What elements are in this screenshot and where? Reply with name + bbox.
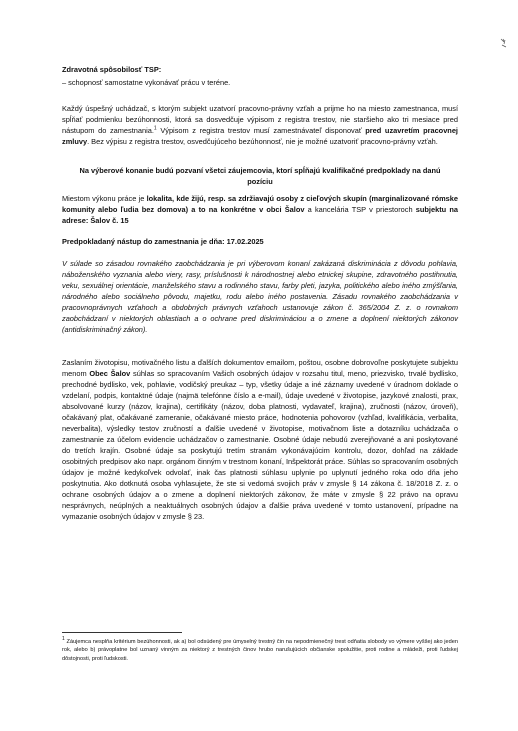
footnote: $^1$ Záujemca nesplňa kritérium bezúhonnosti, ak a) bol odsúdený pre úmyselný trestný čin na nepodmienečný trest odňatia slobody vo výmere vyššej ako jeden rok, alebo b) právoplatne bol uznaný vinným za niektorý z trestných činov hrubo narušujúcich občianske spolužitie, proti rodine a mládeži, proti ľudskej dôstojnosti, proti ľudskosti. [62,636,458,662]
health-item: – schopnosť samostatne vykonávať prácu v teréne. [62,78,231,87]
footnote-divider [62,632,182,633]
invitation-heading: Na výberové konanie budú pozvaní všetci záujemcovia, ktorí spĺňajú kvalifikačné predpoklady na danú pozíciu [79,166,441,186]
work-location-paragraph: Miestom výkonu práce je lokalita, kde žijú, resp. sa zdržiavajú osoby z cieľových skupín (marginalizované rómske komunity alebo ľudia bez domova) a to na konkrétne v obci Šalov a kancelária TSP v priestoroch subjektu na adrese: Šalov č. 15 [62,194,459,225]
gdpr-consent-paragraph: Zaslaním životopisu, motivačného listu a ďalších dokumentov emailom, poštou, osobne dobrovoľne poskytujete subjektu menom Obec Šalov súhlas so spracovaním Vašich osobných údajov v rozsahu titul, meno, priezvisko, trvalé bydlisko, prechodné bydlisko, vek, pohlavie, vodičský preukaz – typ, všetky údaje a iné záznamy uvedené v úradnom doklade o vzdelaní, podpis, kontaktné údaje (najmä telefónne číslo a e-mail), údaje uvedené v životopise, jazykové znalosti, prax, absolvované kurzy (názov, krajina), certifikáty (názov, doba platnosti, vydavateľ, krajina), zručnosti (názov, úroveň), očakávaný plat, očakávané zameranie, očakávané miesto práce, hodnotenia pohovorov (vzhľad, kvalifikácia, verbalita, neverbalita), výsledky testov zručností a ďalšie uvedené v životopise, motivačnom liste a dotazníku uchádzača o zamestnanie za účelom evidencie uchádzačov o zamestnanie. Osobné údaje nebudú zverejňované a ani poskytované do tretích krajín. Osobné údaje sa poskytujú tretím stranám vykonávajúcim kontrolu, dozor, dohľad na základe osobitných predpisov ako napr. orgánom činným v trestnom konaní, Inšpektorát práce. Súhlas so spracovaním osobných údajov je možné kedykoľvek odvolať, inak čas platnosti súhlasu uplynie po uplynutí jedného roka odo dňa jeho poskytnutia. Ako dotknutá osoba vyhlasujete, že ste si vedomá svojich práv v zmysle § 14 zákona č. 18/2018 Z. z. o ochrane osobných údajov a o zmene a doplnení niektorých zákonov, že máte v zmysle § 22 právo na opravu nesprávnych, neúplných a neaktuálnych osobných údajov a ďalšie práva uvedené v tomto ustanovení, prípadne na vymazanie osobných údajov v zmysle § 23. [62,358,458,521]
criminal-record-paragraph: Každý úspešný uchádzač, s ktorým subjekt uzatvorí pracovno-právny vzťah a prijme ho na miesto zamestnanca, musí spĺňať podmienku bezúhonnosti, ktorá sa dosvedčuje výpisom z registra trestov, nie staršieho ako tri mesiace pred nástupom do zamestnania.$^1$ Výpisom z registra trestov musí zamestnávateľ disponovať pred uzavretím pracovnej zmluvy. Bez výpisu z registra trestov, osvedčujúceho bezúhonnosť, nie je možné uzatvoriť pracovno-právny vzťah. [62,104,458,146]
equal-treatment-paragraph: V súlade so zásadou rovnakého zaobchádzania je pri výberovom konaní zakázaná diskriminácia z dôvodu pohlavia, náboženského vyznania alebo viery, rasy, príslušnosti k národnostnej alebo etnickej skupine, zdravotného postihnutia, veku, sexuálnej orientácie, manželského stavu a rodinného stavu, farby pleti, jazyka, politického alebo iného zmýšľania, národného alebo sociálneho pôvodu, majetku, rodu alebo iného postavenia. Zásadu rovnakého zaobchádzania v pracovnoprávnych vzťahoch a obdobných právnych vzťahoch ustanovuje zákon č. 365/2004 Z. z. o rovnakom zaobchádzaní v niektorých oblastiach a o ochrane pred diskrimináciou a o zmene a doplnení niektorých zákonov (antidiskriminačný zákon). [62,259,458,334]
scan-mark-icon [500,38,508,48]
health-heading: Zdravotná spôsobilosť TSP: [62,65,162,74]
start-date: Predpokladaný nástup do zamestnania je dňa: 17.02.2025 [62,237,264,246]
footnote-ref: 1 [153,125,157,132]
